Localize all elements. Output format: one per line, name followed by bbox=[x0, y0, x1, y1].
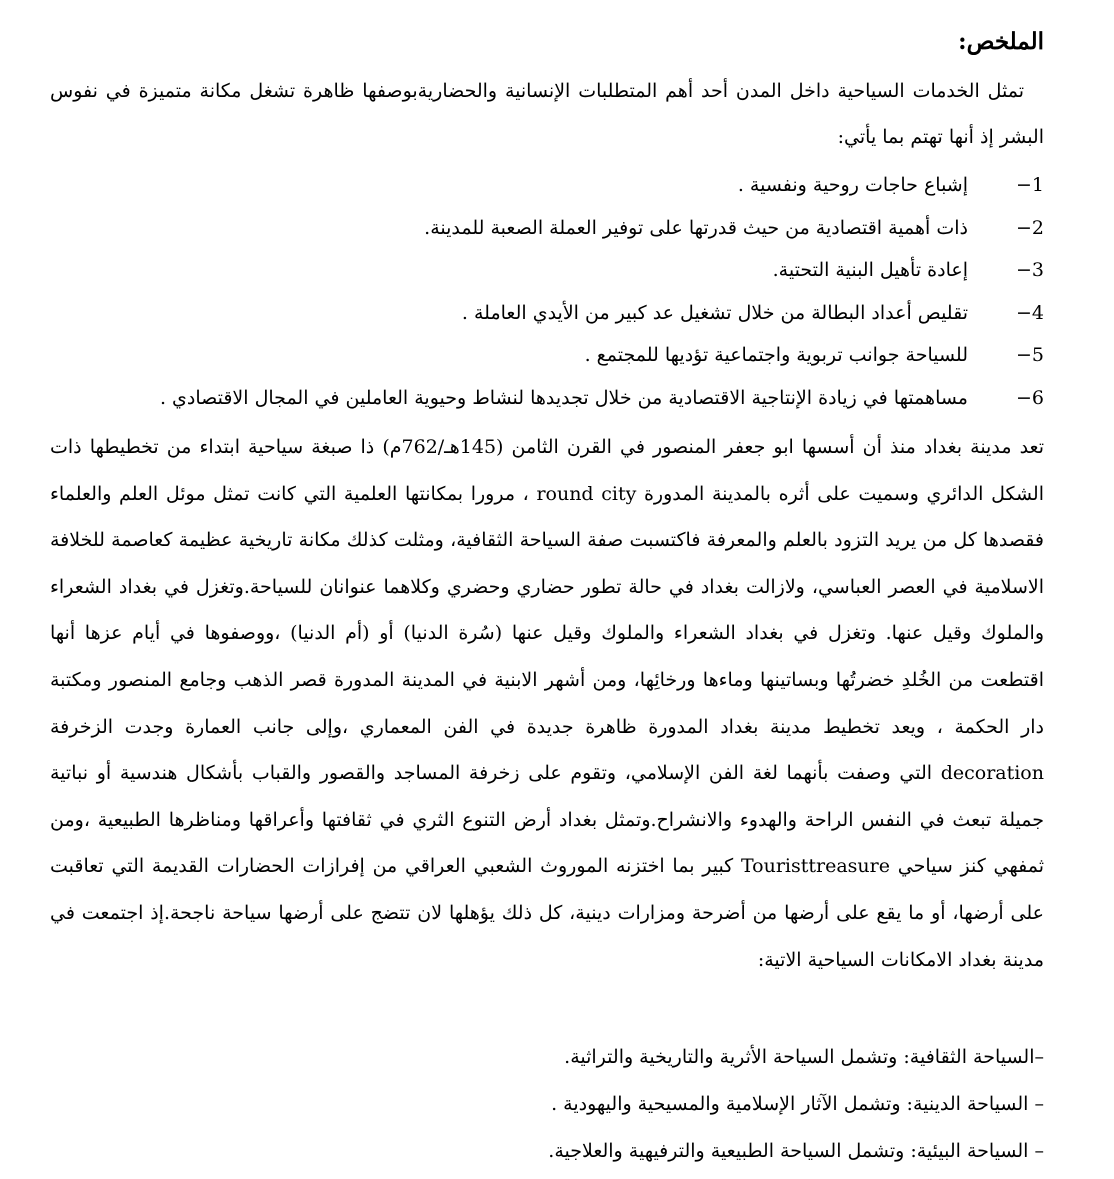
list-item-number: 2− bbox=[1015, 216, 1044, 239]
list-item bbox=[50, 164, 1044, 207]
list-item bbox=[50, 334, 1044, 377]
intro-paragraph: تمثل الخدمات السياحية داخل المدن أحد أهم المتطلبات الإنسانية والحضاريةبوصفها ظاهرة تشغل مكانة متميزة في نفوس البشر إذ أنها تهتم بما يأتي: bbox=[50, 80, 1044, 148]
tourism-types-list bbox=[50, 1034, 1044, 1175]
tourism-type-item: – السياحة البيئية: وتشمل السياحة الطبيعية والترفيهية والعلاجية. bbox=[548, 1140, 1044, 1162]
tourism-type-item: –السياحة الثقافية: وتشمل السياحة الأثرية والتاريخية والتراثية. bbox=[564, 1046, 1044, 1068]
list-item-text: ذات أهمية اقتصادية من حيث قدرتها على توفير العملة الصعبة للمدينة. bbox=[424, 216, 968, 239]
list-item-number: 5− bbox=[1015, 344, 1044, 367]
list-item-number: 6− bbox=[1015, 386, 1044, 409]
document-page bbox=[50, 0, 1044, 1179]
list-item-text: للسياحة جوانب تربوية واجتماعية تؤديها للمجتمع . bbox=[584, 344, 968, 367]
list-item-number: 4− bbox=[1015, 301, 1044, 324]
list-item-text: إعادة تأهيل البنية التحتية. bbox=[772, 259, 968, 282]
list-item bbox=[50, 377, 1044, 420]
list-item-text: تقليص أعداد البطالة من خلال تشغيل عد كبير من الأيدي العاملة . bbox=[461, 301, 968, 324]
tourism-type-item: – السياحة الدينية: وتشمل الآثار الإسلامية والمسيحية واليهودية . bbox=[551, 1093, 1044, 1115]
list-item-text: إشباع حاجات روحية ونفسية . bbox=[737, 174, 968, 196]
list-item bbox=[50, 249, 1044, 292]
importance-list bbox=[50, 164, 1044, 420]
list-item-text: مساهمتها في زيادة الإنتاجية الاقتصادية من خلال تجديدها لنشاط وحيوية العاملين في المجال الاقتصادي . bbox=[159, 386, 968, 409]
list-item bbox=[50, 292, 1044, 335]
list-item bbox=[50, 207, 1044, 250]
list-item-number: 1− bbox=[1015, 174, 1044, 196]
baghdad-paragraph: تعد مدينة بغداد منذ أن أسسها ابو جعفر المنصور في القرن الثامن (145هـ/762م) ذا صبغة سياحية ابتداء من تخطيطها ذات الشكل الدائري وسميت على أثره بالمدينة المدورة round city ، مرورا بمكانتها العلمية التي كانت تمثل موئل العلم والعلماء فقصدها كل من يريد التزود بالعلم والمعرفة فاكتسبت صفة السياحة الثقافية، ومثلت كذلك مكانة تاريخية عظيمة كعاصمة للخلافة الاسلامية في العصر العباسي، ولازالت بغداد في حالة تطور حضاري وحضري وكلاهما عنوانان للسياحة.وتغزل في بغداد الشعراء والملوك وقيل عنها. وتغزل في بغداد الشعراء والملوك وقيل عنها (سُرة الدنيا) أو (أم الدنيا) ،ووصفوها في أيام عزها أنها اقتطعت من الخُلدِ خضرتُها وبساتينها وماءها ورخائِها، ومن أشهر الابنية في المدينة المدورة قصر الذهب وجامع المنصور ومكتبة دار الحكمة ، ويعد تخطيط مدينة بغداد المدورة ظاهرة جديدة في الفن المعماري ،وإلى جانب العمارة وجدت الزخرفة decoration التي وصفت بأنهما لغة الفن الإسلامي، وتقوم على زخرفة المساجد والقصور والقباب بأشكال هندسية أو نباتية جميلة تبعث في النفس الراحة والهدوء والانشراح.وتمثل بغداد أرض التنوع الثري في ثقافتها وأعراقها ومناظرها الطبيعية ،ومن ثمفهي كنز سياحي Touristtreasure كبير بما اختزنه الموروث الشعبي العراقي من إفرازات الحضارات القديمة التي تعاقبت على أرضها، أو ما يقع على أرضها من أضرحة ومزارات دينية، كل ذلك يؤهلها لان تتضج على أرضها سياحة ناجحة.إذ اجتمعت في مدينة بغداد الامكانات السياحية الاتية: bbox=[50, 436, 1044, 971]
list-item-number: 3− bbox=[1015, 259, 1044, 282]
abstract-heading: الملخص: bbox=[958, 28, 1044, 55]
